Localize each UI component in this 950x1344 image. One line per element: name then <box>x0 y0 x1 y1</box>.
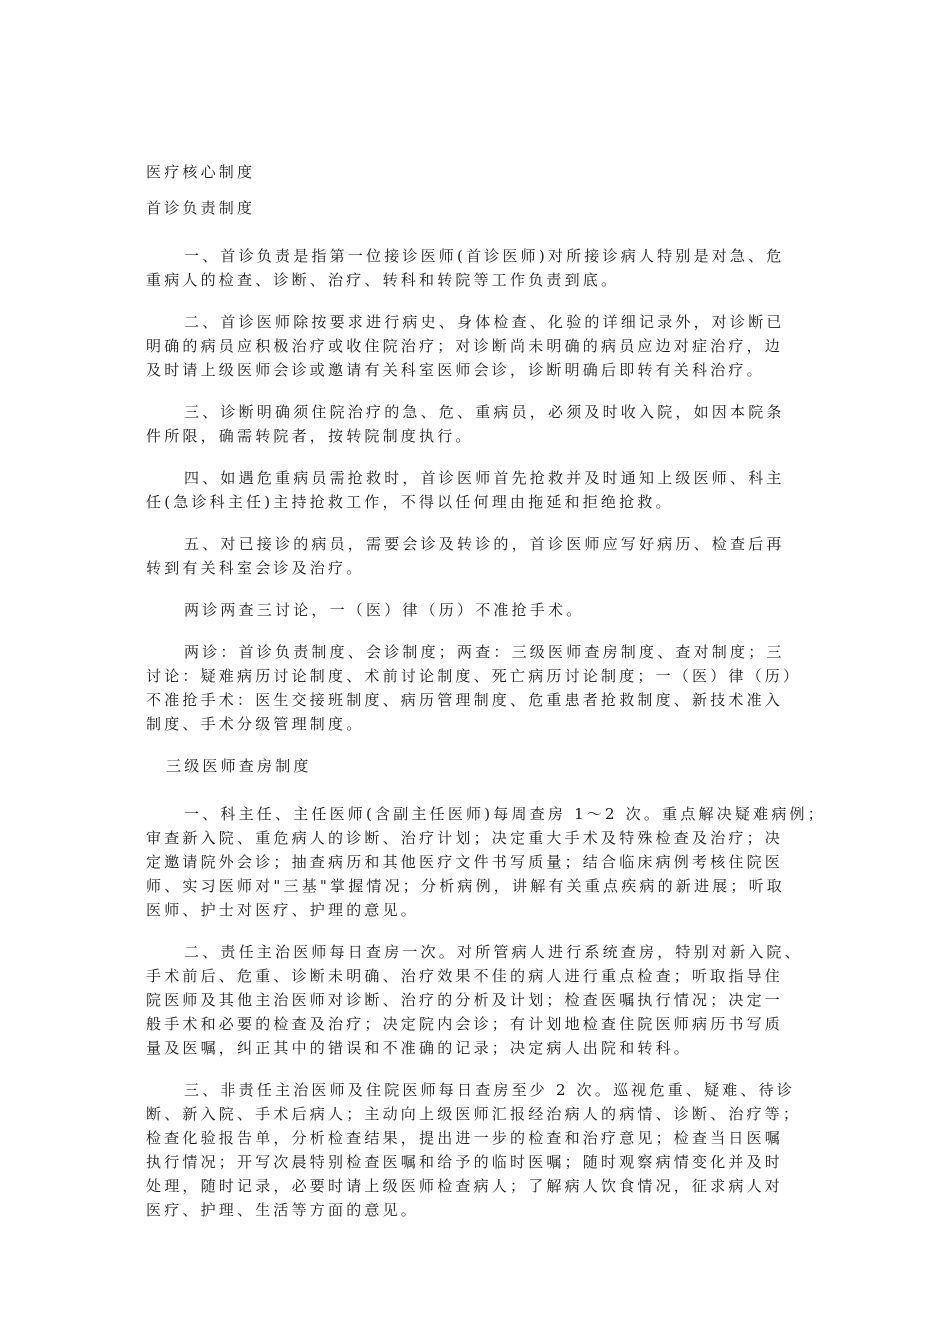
document-title: 医疗核心制度 <box>146 163 256 181</box>
paragraph-line: 两诊两查三讨论，一（医）律（历）不准抢手术。 <box>184 601 585 619</box>
paragraph-6 <box>146 598 806 622</box>
paragraph-line: 转到有关科室会诊及治疗。 <box>146 559 365 577</box>
paragraph-line: 不准抢手术：医生交接班制度、病历管理制度、危重患者抢救制度、新技术准入 <box>146 691 784 709</box>
paragraph-9 <box>146 940 806 1060</box>
paragraph-line: 二、首诊医师除按要求进行病史、身体检查、化验的详细记录外，对诊断已 <box>184 313 785 331</box>
paragraph-line: 两诊：首诊负责制度、会诊制度；两查：三级医师查房制度、查对制度；三 <box>184 643 785 661</box>
paragraph-line: 量及医嘱，纠正其中的错误和不准确的记录；决定病人出院和转科。 <box>146 1039 693 1057</box>
paragraph-line: 件所限，确需转院者，按转院制度执行。 <box>146 427 474 445</box>
paragraph-line: 院医师及其他主治医师对诊断、治疗的分析及计划；检查医嘱执行情况；决定一 <box>146 991 784 1009</box>
paragraph-line: 手术前后、危重、诊断未明确、治疗效果不佳的病人进行重点检查；听取指导住 <box>146 967 784 985</box>
paragraph-10 <box>146 1078 806 1222</box>
paragraph-line: 重病人的检查、诊断、治疗、转科和转院等工作负责到底。 <box>146 271 620 289</box>
paragraph-line: 审查新入院、重危病人的诊断、治疗计划；决定重大手术及特殊检查及治疗；决 <box>146 829 784 847</box>
paragraph-line: 检查化验报告单，分析检查结果，提出进一步的检查和治疗意见；检查当日医嘱 <box>146 1129 784 1147</box>
paragraph-line: 任(急诊科主任)主持抢救工作，不得以任何理由拖延和拒绝抢救。 <box>146 493 674 511</box>
paragraph-line: 定邀请院外会诊；抽查病历和其他医疗文件书写质量；结合临床病例考核住院医 <box>146 853 784 871</box>
paragraph-line: 制度、手术分级管理制度。 <box>146 715 365 733</box>
paragraph-line: 断、新入院、手术后病人；主动向上级医师汇报经治病人的病情、诊断、治疗等； <box>146 1105 802 1123</box>
document-page <box>146 160 826 1240</box>
paragraph-1 <box>146 244 806 292</box>
paragraph-8 <box>146 802 826 922</box>
paragraph-4 <box>146 466 806 514</box>
paragraph-7 <box>146 640 806 736</box>
paragraph-5 <box>146 532 806 580</box>
paragraph-line: 一、首诊负责是指第一位接诊医师(首诊医师)对所接诊病人特别是对急、危 <box>184 247 785 265</box>
paragraph-line: 及时请上级医师会诊或邀请有关科室医师会诊，诊断明确后即转有关科治疗。 <box>146 361 765 379</box>
paragraph-line: 四、如遇危重病员需抢救时，首诊医师首先抢救并及时通知上级医师、科主 <box>184 469 785 487</box>
paragraph-line: 二、责任主治医师每日查房一次。对所管病人进行系统查房，特别对新入院、 <box>184 943 803 961</box>
paragraph-line: 执行情况；开写次晨特别检查医嘱和给予的临时医嘱；随时观察病情变化并及时 <box>146 1153 784 1171</box>
paragraph-line: 医疗、护理、生活等方面的意见。 <box>146 1201 420 1219</box>
paragraph-line: 明确的病员应积极治疗或收住院治疗；对诊断尚未明确的病员应边对症治疗，边 <box>146 337 784 355</box>
paragraph-line: 一、科主任、主任医师(含副主任医师)每周查房 1～2 次。重点解决疑难病例； <box>184 805 826 823</box>
section-heading-ward-rounds: 三级医师查房制度 <box>166 757 312 775</box>
paragraph-line: 师、实习医师对"三基"掌握情况；分析病例，讲解有关重点疾病的新进展；听取 <box>146 877 786 895</box>
paragraph-3 <box>146 400 806 448</box>
paragraph-line: 处理，随时记录，必要时请上级医师检查病人；了解病人饮食情况，征求病人对 <box>146 1177 784 1195</box>
paragraph-line: 三、非责任主治医师及住院医师每日查房至少 2 次。巡视危重、疑难、待诊 <box>184 1081 796 1099</box>
paragraph-2 <box>146 310 806 382</box>
paragraph-line: 三、诊断明确须住院治疗的急、危、重病员，必须及时收入院，如因本院条 <box>184 403 785 421</box>
paragraph-line: 般手术和必要的检查及治疗；决定院内会诊；有计划地检查住院医师病历书写质 <box>146 1015 784 1033</box>
paragraph-line: 医师、护士对医疗、护理的意见。 <box>146 901 420 919</box>
paragraph-line: 讨论：疑难病历讨论制度、术前讨论制度、死亡病历讨论制度；一（医）律（历） <box>146 667 802 685</box>
section-heading-first-visit: 首诊负责制度 <box>146 199 256 217</box>
paragraph-line: 五、对已接诊的病员，需要会诊及转诊的，首诊医师应写好病历、检查后再 <box>184 535 785 553</box>
